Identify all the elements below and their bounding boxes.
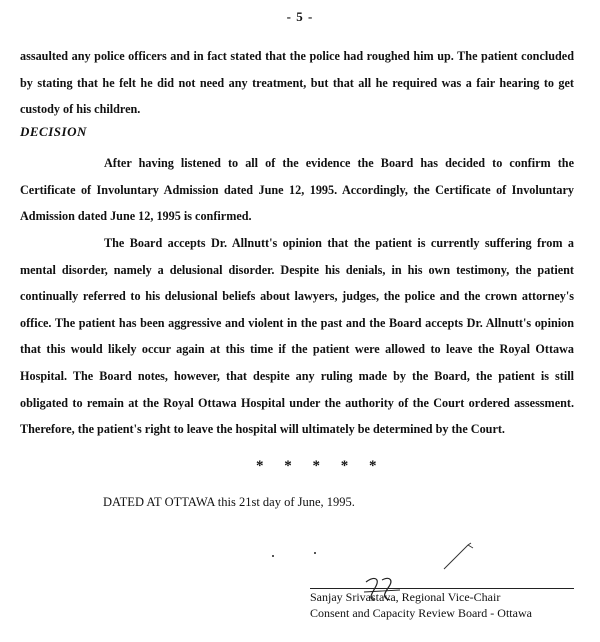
decision-paragraph-1: After having listened to all of the evidence the Board has decided to confirm the Certificate of Involuntary Admission dated June 12, 1995. Accordingly, the Certificate of Involuntary Admission dated June 12, 1995 is confirmed.: [20, 156, 574, 224]
signature-block: [310, 589, 532, 621]
scan-speck: [314, 552, 316, 554]
intro-paragraph: assaulted any police officers and in fact stated that the police had roughed him up. The patient concluded by stating that he felt he did not need any treatment, but that all he required was a fair hearing to get custody of his children.: [20, 49, 574, 117]
signatory-name-title: Sanjay Srivastava, Regional Vice-Chair: [310, 590, 501, 604]
signatory-organization: Consent and Capacity Review Board - Ottawa: [310, 606, 532, 620]
dated-line: DATED AT OTTAWA this 21st day of June, 1995.: [103, 495, 355, 509]
decision-heading: DECISION: [20, 124, 87, 139]
scan-speck: [272, 555, 274, 557]
page-number: - 5 -: [286, 9, 314, 24]
decision-paragraph-2: The Board accepts Dr. Allnutt's opinion that the patient is currently suffering from a mental disorder, namely a delusional disorder. Despite his denials, in his own testimony, the patient continually referred to his delusional beliefs about lawyers, judges, the police and the crown attorney's office. The patient has been aggressive and violent in the past and the Board accepts Dr. Allnutt's opinion that this would likely occur again at this time if the patient were allowed to leave the Royal Ottawa Hospital. The Board notes, however, that despite any ruling made by the Board, the patient is still obligated to remain at the Royal Ottawa Hospital under the authority of the Court ordered assessment. Therefore, the patient's right to leave the hospital will ultimately be determined by the Court.: [20, 236, 574, 437]
pen-mark: [440, 535, 480, 575]
section-separator: * * * * *: [256, 458, 377, 474]
